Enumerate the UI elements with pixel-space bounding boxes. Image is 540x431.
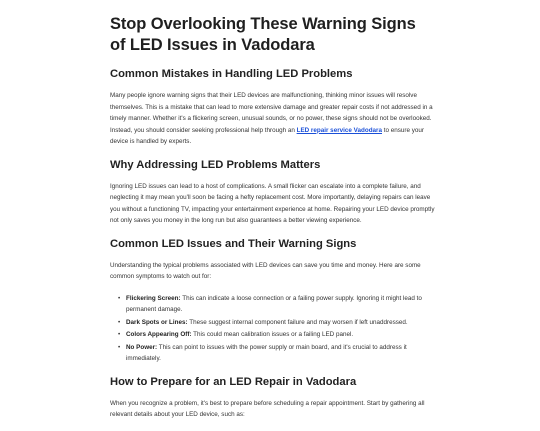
list-item-term: Flickering Screen:	[126, 294, 181, 302]
bullet-icon: •	[118, 318, 121, 326]
article-content	[110, 14, 435, 431]
section-why-addressing	[110, 158, 435, 227]
section-heading: Common Mistakes in Handling LED Problems	[110, 68, 353, 80]
section-heading: Why Addressing LED Problems Matters	[110, 158, 321, 171]
list-item-text: These suggest internal component failure and may worsen if left unaddressed.	[187, 318, 408, 326]
bullet-icon: •	[118, 331, 121, 338]
list-item-term: Dark Spots or Lines:	[126, 318, 188, 326]
list-item-text: This can point to issues with the power supply or main board, and it's crucial to address it immediately.	[126, 343, 407, 362]
list-item	[118, 329, 435, 341]
list-item	[118, 293, 435, 316]
warning-signs-list	[110, 293, 435, 365]
bullet-icon: •	[118, 294, 121, 302]
led-repair-service-link[interactable]: LED repair service Vadodara	[296, 126, 382, 134]
list-item-text: This could mean calibration issues or a failing LED panel.	[191, 331, 354, 338]
section-prepare-repair	[110, 375, 435, 421]
article-title: Stop Overlooking These Warning Signs of LED Issues in Vadodara	[110, 15, 416, 54]
list-item-term: No Power:	[126, 343, 158, 351]
section-paragraph: Understanding the typical problems associated with LED devices can save you time and money. Here are some common symptoms to watch out for:	[110, 261, 421, 280]
section-common-mistakes	[110, 67, 435, 148]
list-item-term: Colors Appearing Off:	[126, 331, 192, 338]
section-paragraph: When you recognize a problem, it's best to prepare before scheduling a repair appointment. Start by gathering all relevant details about your LED device, such as:	[110, 399, 425, 418]
bullet-icon: •	[118, 343, 121, 351]
list-item-text: This can indicate a loose connection or a failing power supply. Ignoring it might lead to permanent damage.	[126, 294, 422, 313]
list-item	[118, 317, 435, 329]
paragraph-text: Many people ignore warning signs that their LED devices are malfunctioning, thinking minor issues will resolve themselves. This is a mistake that can lead to more extensive damage and greater repair costs if not addressed in a timely manner. Whether it's a flickering screen, unusual sounds, or no power, these signs should not be overlooked. Instead, you should consider seeking professional help through an	[110, 92, 433, 134]
section-heading: How to Prepare for an LED Repair in Vadodara	[110, 375, 357, 388]
section-paragraph	[110, 90, 435, 148]
section-heading: Common LED Issues and Their Warning Signs	[110, 237, 357, 250]
section-common-issues	[110, 237, 435, 365]
list-item	[118, 342, 435, 365]
section-paragraph: Ignoring LED issues can lead to a host of complications. A small flicker can escalate into a complete failure, and neglecting it may mean you'll soon be facing a hefty replacement cost. More importantly, delaying repairs can leave you without a functioning TV, impacting your entertainment experience at home. Repairing your LED device promptly not only saves you money in the long run but also guarantees a better viewing experience.	[110, 182, 435, 224]
paragraph-text: to ensure your device is handled by experts.	[110, 126, 425, 145]
